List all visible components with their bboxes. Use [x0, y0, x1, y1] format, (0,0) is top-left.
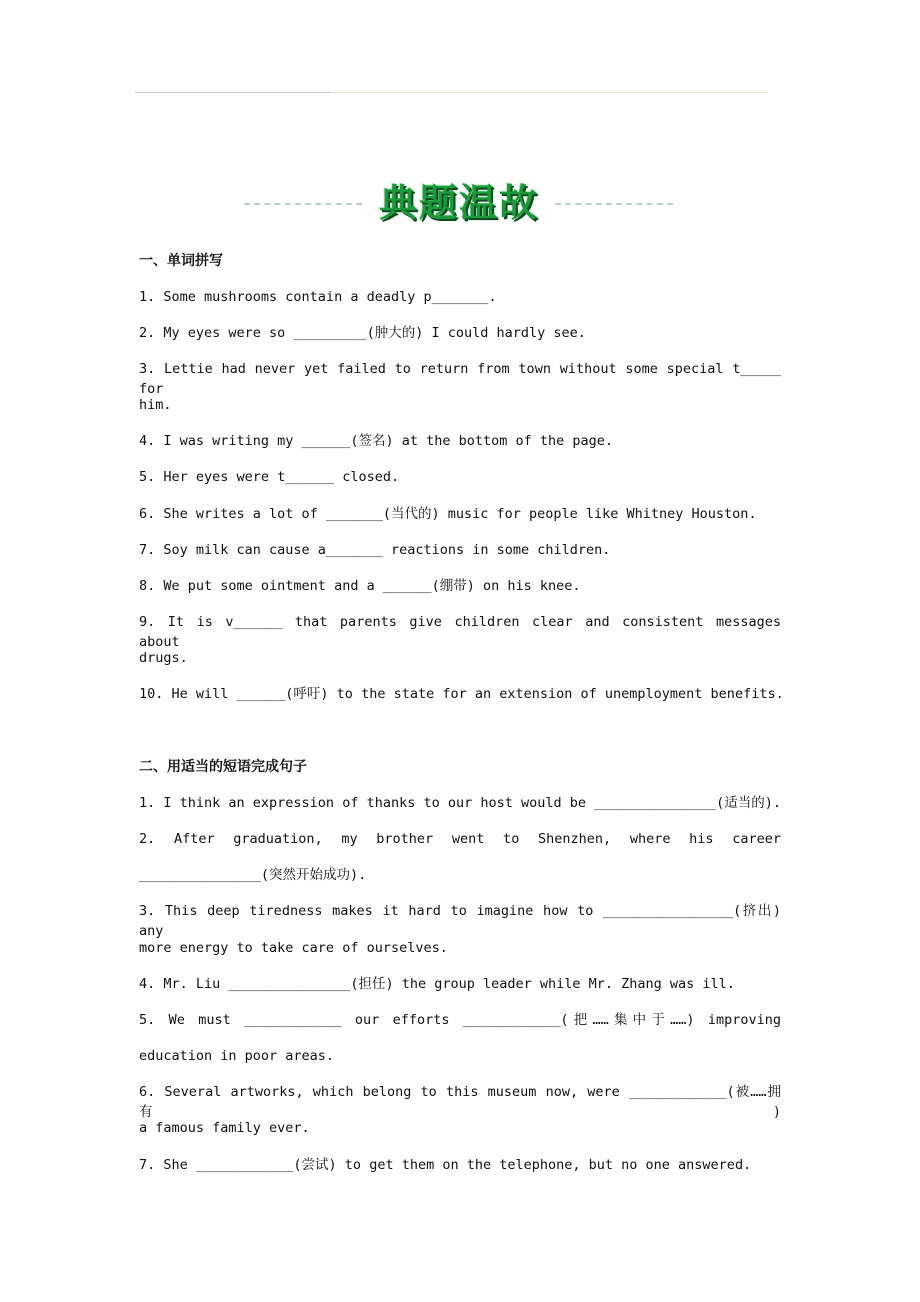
section-1-heading: 一、单词拼写: [139, 253, 223, 269]
exercise-line: 5. We must ____________ our efforts ____________(把……集中于……) improving: [139, 1012, 781, 1028]
header-rule-left: [135, 92, 332, 93]
banner-dash-right: [555, 203, 673, 205]
exercise-line: 8. We put some ointment and a ______(绷带) on his knee.: [139, 578, 581, 594]
title-banner: [240, 178, 680, 230]
exercise-line: 10. He will ______(呼吁) to the state for an extension of unemployment benefits.: [139, 686, 784, 702]
exercise-line: more energy to take care of ourselves.: [139, 940, 448, 956]
exercise-line: 2. My eyes were so _________(肿大的) I could hardly see.: [139, 325, 586, 341]
exercise-line: 7. She ____________(尝试) to get them on the telephone, but no one answered.: [139, 1157, 752, 1173]
exercise-line: drugs.: [139, 650, 188, 666]
banner-dash-left: [244, 203, 362, 205]
exercise-line: 4. Mr. Liu _______________(担任) the group leader while Mr. Zhang was ill.: [139, 976, 735, 992]
exercise-line: 3. This deep tiredness makes it hard to imagine how to ________________(挤出) any: [139, 903, 781, 939]
exercise-line: education in poor areas.: [139, 1048, 335, 1064]
exercise-line: 3. Lettie had never yet failed to return from town without some special t_____ for: [139, 361, 781, 397]
exercise-line: 7. Soy milk can cause a_______ reactions in some children.: [139, 542, 611, 558]
exercise-line: _______________(突然开始成功).: [139, 867, 367, 883]
exercise-line: 6. She writes a lot of _______(当代的) music for people like Whitney Houston.: [139, 506, 757, 522]
header-rule-right: [332, 92, 768, 93]
exercise-line: him.: [139, 397, 172, 413]
exercise-line: 1. I think an expression of thanks to our host would be _______________(适当的).: [139, 795, 781, 811]
exercise-line: 9. It is v______ that parents give children clear and consistent messages about: [139, 614, 781, 650]
exercise-line: 2. After graduation, my brother went to Shenzhen, where his career: [139, 831, 781, 847]
exercise-line: a famous family ever.: [139, 1120, 310, 1136]
exercise-line: 4. I was writing my ______(签名) at the bottom of the page.: [139, 433, 614, 449]
section-2-heading: 二、用适当的短语完成句子: [139, 759, 307, 775]
exercise-line: 1. Some mushrooms contain a deadly p_______.: [139, 289, 497, 305]
exercise-line: 5. Her eyes were t______ closed.: [139, 469, 400, 485]
exercise-line: 6. Several artworks, which belong to this museum now, were ____________(被……拥有): [139, 1084, 781, 1120]
banner-title: 典题温故: [378, 181, 539, 225]
